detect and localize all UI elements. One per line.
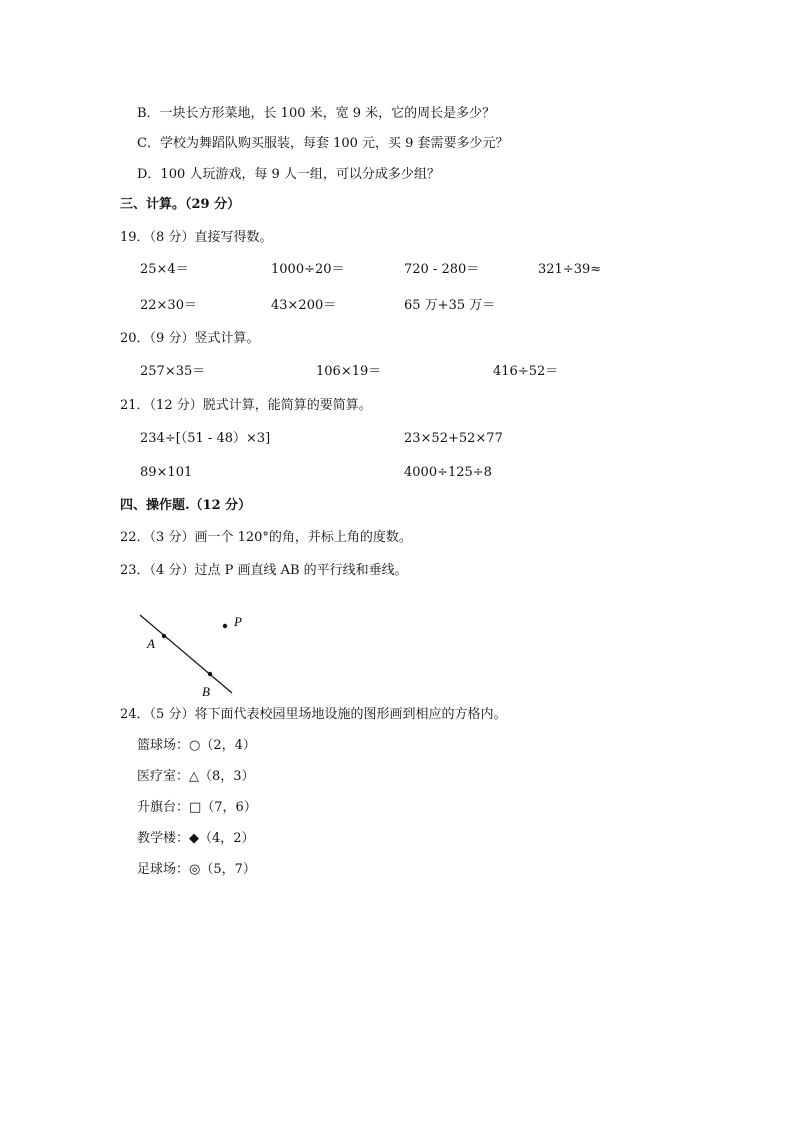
q19-item: 1000÷20＝ — [271, 262, 345, 277]
q24-item: 篮球场：○（2，4） — [137, 738, 256, 753]
line-ab — [140, 615, 232, 693]
q24-title: 24．（5 分）将下面代表校园里场地设施的图形画到相应的方格内。 — [120, 707, 507, 722]
q21-item: 89×101 — [140, 465, 193, 480]
q19-item: 25×4＝ — [140, 262, 189, 277]
q19-title: 19．（8 分）直接写得数。 — [120, 230, 273, 245]
q19-item: 22×30＝ — [140, 298, 197, 313]
q21-title: 21．（12 分）脱式计算，能简算的要简算。 — [120, 398, 372, 413]
option-b: B．一块长方形菜地，长 100 米，宽 9 米，它的周长是多少？ — [137, 106, 496, 121]
q19-item: 321÷39≈ — [538, 262, 602, 277]
label-b: B — [202, 684, 210, 699]
q19-item: 720 - 280＝ — [404, 262, 480, 277]
label-a: A — [147, 636, 155, 651]
q24-item: 医疗室：△（8，3） — [137, 769, 255, 784]
q19-item: 43×200＝ — [271, 298, 337, 313]
q20-title: 20．（9 分）竖式计算。 — [120, 331, 260, 346]
point-b — [208, 672, 212, 676]
point-p — [223, 624, 227, 628]
q20-item: 416÷52＝ — [493, 364, 559, 379]
q21-item: 23×52+52×77 — [404, 431, 503, 446]
q24-item: 升旗台：□（7，6） — [137, 800, 257, 815]
q19-item: 65 万+35 万＝ — [404, 298, 496, 313]
line-ab-figure — [130, 605, 250, 700]
section4-heading: 四、操作题.（12 分） — [120, 498, 252, 513]
q21-item: 4000÷125÷8 — [404, 465, 492, 480]
q24-item: 足球场：◎（5，7） — [137, 862, 256, 877]
option-d: D．100 人玩游戏，每 9 人一组，可以分成多少组？ — [137, 167, 440, 182]
q20-item: 257×35＝ — [140, 364, 206, 379]
label-p: P — [234, 614, 242, 629]
q23-text: 23．（4 分）过点 P 画直线 AB 的平行线和垂线。 — [120, 563, 408, 578]
q21-item: 234÷[（51 - 48）×3] — [140, 431, 271, 446]
q24-item: 教学楼：◆（4，2） — [137, 831, 255, 846]
point-a — [162, 634, 166, 638]
q20-item: 106×19＝ — [316, 364, 382, 379]
q22-text: 22．（3 分）画一个 120°的角，并标上角的度数。 — [120, 530, 412, 545]
option-c: C．学校为舞蹈队购买服装，每套 100 元，买 9 套需要多少元？ — [137, 136, 509, 151]
section3-heading: 三、计算。（29 分） — [120, 197, 241, 212]
